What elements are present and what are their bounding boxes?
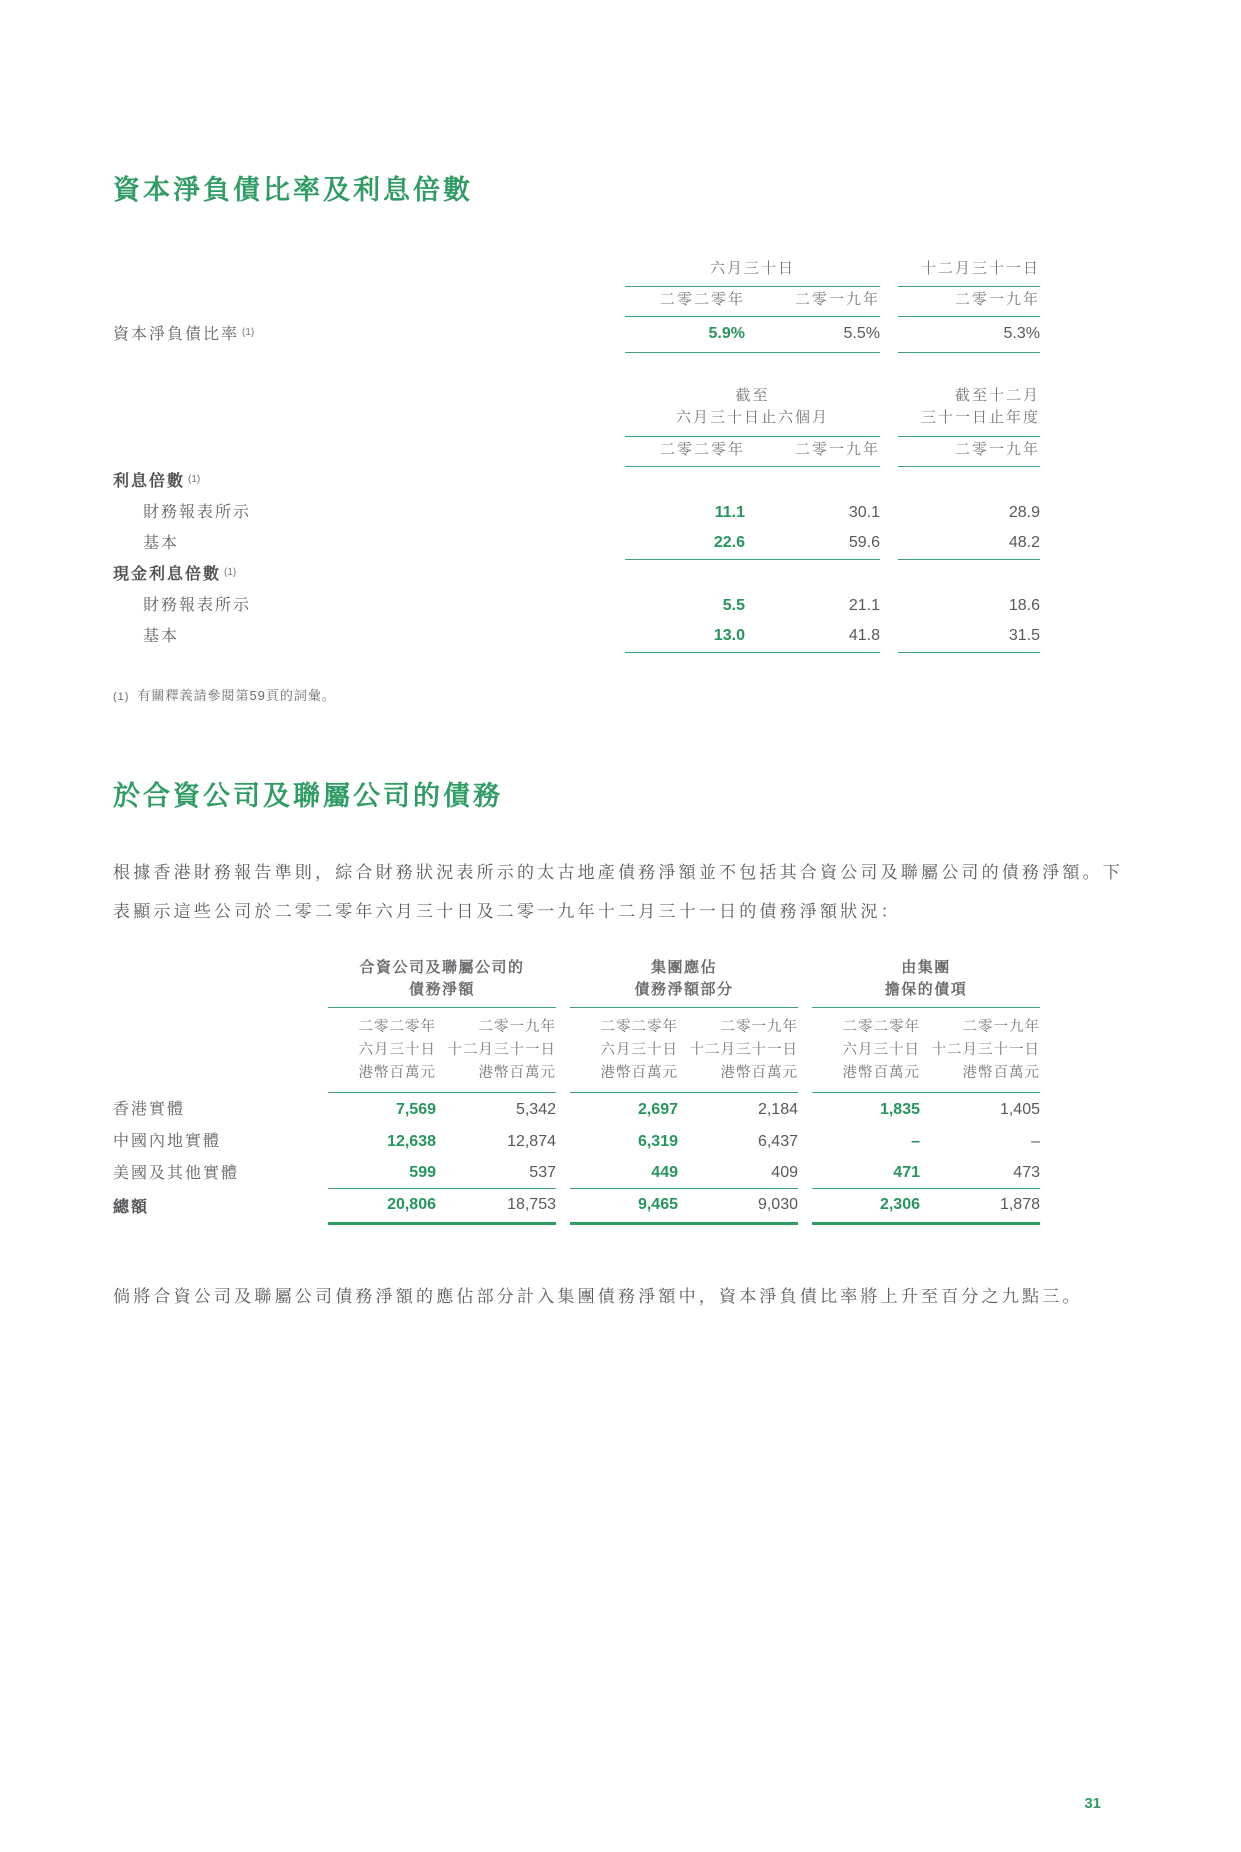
table-subheader-row	[113, 1008, 1128, 1093]
table-total-row	[113, 1189, 1128, 1225]
row-label: 中國內地實體	[113, 1133, 222, 1150]
table-cell: 6,319	[637, 1133, 678, 1150]
gearing-ratio-table	[113, 257, 1128, 353]
table-cell: 5.9%	[625, 317, 745, 353]
footnote-marker: (1)	[242, 327, 255, 338]
table-year-header-row	[113, 287, 1128, 317]
year-header: 二零一九年	[898, 287, 1040, 317]
row-label: 利息倍數	[113, 473, 186, 490]
row-label: 基本	[143, 628, 180, 645]
col-group-six-months: 截至 六月三十日止六個月	[625, 387, 880, 437]
column-header: 二零一九年 十二月三十一日 港幣百萬元	[920, 1008, 1040, 1093]
table-cell: 20,806	[328, 1189, 436, 1225]
footnote-marker: (1)	[224, 567, 237, 578]
table-row	[113, 591, 1128, 622]
year-header: 二零一九年	[898, 437, 1040, 467]
row-label: 基本	[143, 535, 180, 552]
col-group-dec31: 十二月三十一日	[898, 257, 1040, 287]
col-group-guaranteed: 由集團 擔保的債項	[812, 957, 1040, 1008]
table-cell: 48.2	[898, 529, 1040, 560]
col-group-jv-net-debt: 合資公司及聯屬公司的 債務淨額	[328, 957, 556, 1008]
table-cell: 473	[920, 1157, 1040, 1189]
table-cell: 5,342	[515, 1101, 556, 1118]
table-cell: 599	[328, 1157, 436, 1189]
section-title-gearing: 資本淨負債比率及利息倍數	[113, 175, 473, 205]
table-row	[113, 317, 1128, 353]
table-cell: 22.6	[625, 529, 745, 560]
row-label: 資本淨負債比率	[113, 326, 240, 343]
table-cell: 9,465	[570, 1189, 678, 1225]
table-row	[113, 529, 1128, 560]
table-group-header-row	[113, 257, 1128, 287]
col-group-june30: 六月三十日	[625, 257, 880, 287]
intro-paragraph: 根據香港財務報告準則，綜合財務狀況表所示的太古地產債務淨額並不包括其合資公司及聯屬公司的債務淨額。下表顯示這些公司於二零二零年六月三十日及二零一九年十二月三十一日的債務淨額狀況：	[113, 863, 1123, 921]
row-label: 香港實體	[113, 1101, 186, 1118]
table-cell: 537	[436, 1157, 556, 1189]
table-cell: 13.0	[625, 622, 745, 653]
table-cell: 18.6	[1008, 597, 1040, 614]
table-row	[113, 1157, 1128, 1189]
row-label: 財務報表所示	[143, 504, 252, 521]
table-cell: 5.3%	[898, 317, 1040, 353]
year-header: 二零一九年	[745, 287, 880, 317]
year-header: 二零二零年	[625, 437, 745, 467]
table-cell: –	[911, 1133, 920, 1150]
year-header: 二零一九年	[745, 437, 880, 467]
table-cell: 12,638	[387, 1133, 436, 1150]
table-cell: 31.5	[898, 622, 1040, 653]
table-row	[113, 467, 1128, 498]
section-title-jv-debt: 於合資公司及聯屬公司的債務	[113, 781, 503, 811]
footnote	[113, 685, 1128, 704]
interest-cover-table	[113, 387, 1128, 653]
col-group-group-share: 集團應佔 債務淨額部分	[570, 957, 798, 1008]
table-cell: 6,437	[757, 1133, 798, 1150]
table-cell: 11.1	[714, 504, 745, 521]
column-header: 二零二零年 六月三十日 港幣百萬元	[328, 1008, 436, 1093]
column-header: 二零一九年 十二月三十一日 港幣百萬元	[678, 1008, 798, 1093]
table-cell: 59.6	[745, 529, 880, 560]
row-label: 美國及其他實體	[113, 1165, 240, 1182]
table-cell: 9,030	[678, 1189, 798, 1225]
table-cell: 5.5%	[745, 317, 880, 353]
table-cell: 471	[812, 1157, 920, 1189]
footnote-marker: (1)	[188, 474, 201, 485]
column-header: 二零二零年 六月三十日 港幣百萬元	[812, 1008, 920, 1093]
row-label: 現金利息倍數	[113, 566, 222, 583]
table-cell: 409	[678, 1157, 798, 1189]
table-group-header-row	[113, 387, 1128, 437]
footnote-text: 有關釋義請參閱第59頁的詞彙。	[137, 688, 336, 703]
row-label: 財務報表所示	[143, 597, 252, 614]
report-page	[0, 168, 1241, 1316]
table-cell: 1,405	[999, 1101, 1040, 1118]
table-cell: 12,874	[507, 1133, 556, 1150]
table-cell: 21.1	[848, 597, 880, 614]
table-row	[113, 1125, 1128, 1157]
table-row	[113, 1093, 1128, 1125]
table-cell: 5.5	[722, 597, 745, 614]
column-header: 二零二零年 六月三十日 港幣百萬元	[570, 1008, 678, 1093]
table-group-header-row	[113, 957, 1128, 1008]
table-cell: 449	[570, 1157, 678, 1189]
closing-paragraph: 倘將合資公司及聯屬公司債務淨額的應佔部分計入集團債務淨額中，資本淨負債比率將上升至百分之九點三。	[113, 1287, 1083, 1306]
table-cell: 1,878	[920, 1189, 1040, 1225]
table-cell: 1,835	[879, 1101, 920, 1118]
col-group-full-year: 截至十二月 三十一日止年度	[898, 387, 1040, 437]
jv-debt-table	[113, 957, 1128, 1225]
table-row	[113, 498, 1128, 529]
table-cell: 28.9	[1008, 504, 1040, 521]
table-cell: 7,569	[395, 1101, 436, 1118]
year-header: 二零二零年	[625, 287, 745, 317]
table-cell: 2,184	[757, 1101, 798, 1118]
column-header: 二零一九年 十二月三十一日 港幣百萬元	[436, 1008, 556, 1093]
table-row	[113, 622, 1128, 653]
footnote-marker: (1)	[113, 691, 130, 703]
table-cell: 2,306	[812, 1189, 920, 1225]
page-number: 31	[1084, 1795, 1101, 1812]
table-cell: 2,697	[637, 1101, 678, 1118]
table-cell: 41.8	[745, 622, 880, 653]
table-cell: 18,753	[436, 1189, 556, 1225]
table-year-header-row	[113, 437, 1128, 467]
table-cell: –	[1031, 1133, 1040, 1150]
table-cell: 30.1	[848, 504, 880, 521]
table-row	[113, 560, 1128, 591]
row-label: 總額	[113, 1199, 150, 1216]
